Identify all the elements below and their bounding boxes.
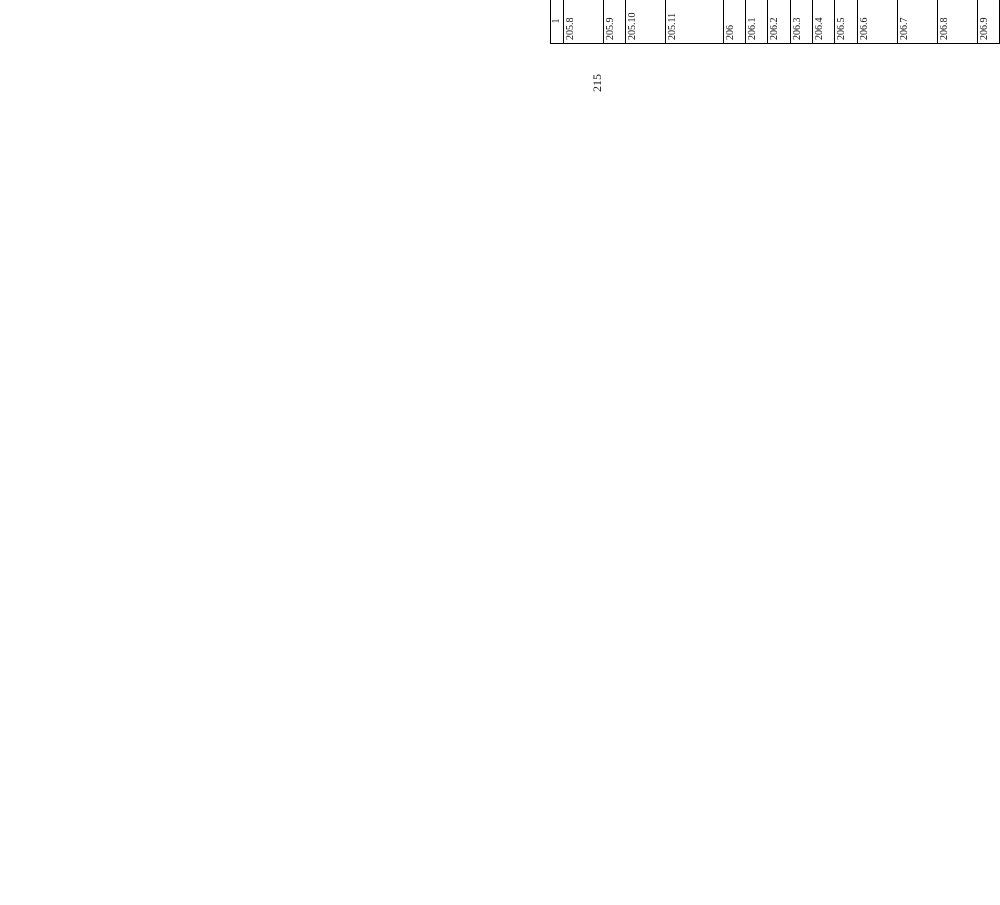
header-row bbox=[551, 0, 564, 44]
table-row bbox=[603, 0, 625, 44]
row-id: 206 bbox=[723, 0, 745, 44]
row-id: 206.5 bbox=[835, 0, 857, 44]
table-row bbox=[666, 0, 724, 44]
table-row bbox=[857, 0, 897, 44]
row-id: 206.4 bbox=[813, 0, 835, 44]
header-col-1: 1 bbox=[551, 0, 564, 44]
table-row bbox=[626, 0, 666, 44]
row-id: 205.8 bbox=[564, 0, 604, 44]
page-number: 215 bbox=[590, 74, 604, 92]
rotated-table-container bbox=[550, 0, 1000, 44]
table-row bbox=[746, 0, 768, 44]
row-id: 205.9 bbox=[603, 0, 625, 44]
table-row bbox=[835, 0, 857, 44]
row-id: 206.8 bbox=[937, 0, 977, 44]
table-row bbox=[790, 0, 812, 44]
row-id: 206.2 bbox=[768, 0, 790, 44]
table-row bbox=[813, 0, 835, 44]
row-id: 206.1 bbox=[746, 0, 768, 44]
taxonomy-table bbox=[550, 0, 1000, 44]
row-id: 206.3 bbox=[790, 0, 812, 44]
row-id: 206.9 bbox=[977, 0, 999, 44]
table-row bbox=[897, 0, 937, 44]
table-row bbox=[768, 0, 790, 44]
table-row bbox=[937, 0, 977, 44]
row-id: 206.7 bbox=[897, 0, 937, 44]
row-id: 205.10 bbox=[626, 0, 666, 44]
row-id: 205.11 bbox=[666, 0, 724, 44]
row-id: 206.6 bbox=[857, 0, 897, 44]
table-row bbox=[723, 0, 745, 44]
table-row bbox=[977, 0, 999, 44]
table-row bbox=[564, 0, 604, 44]
